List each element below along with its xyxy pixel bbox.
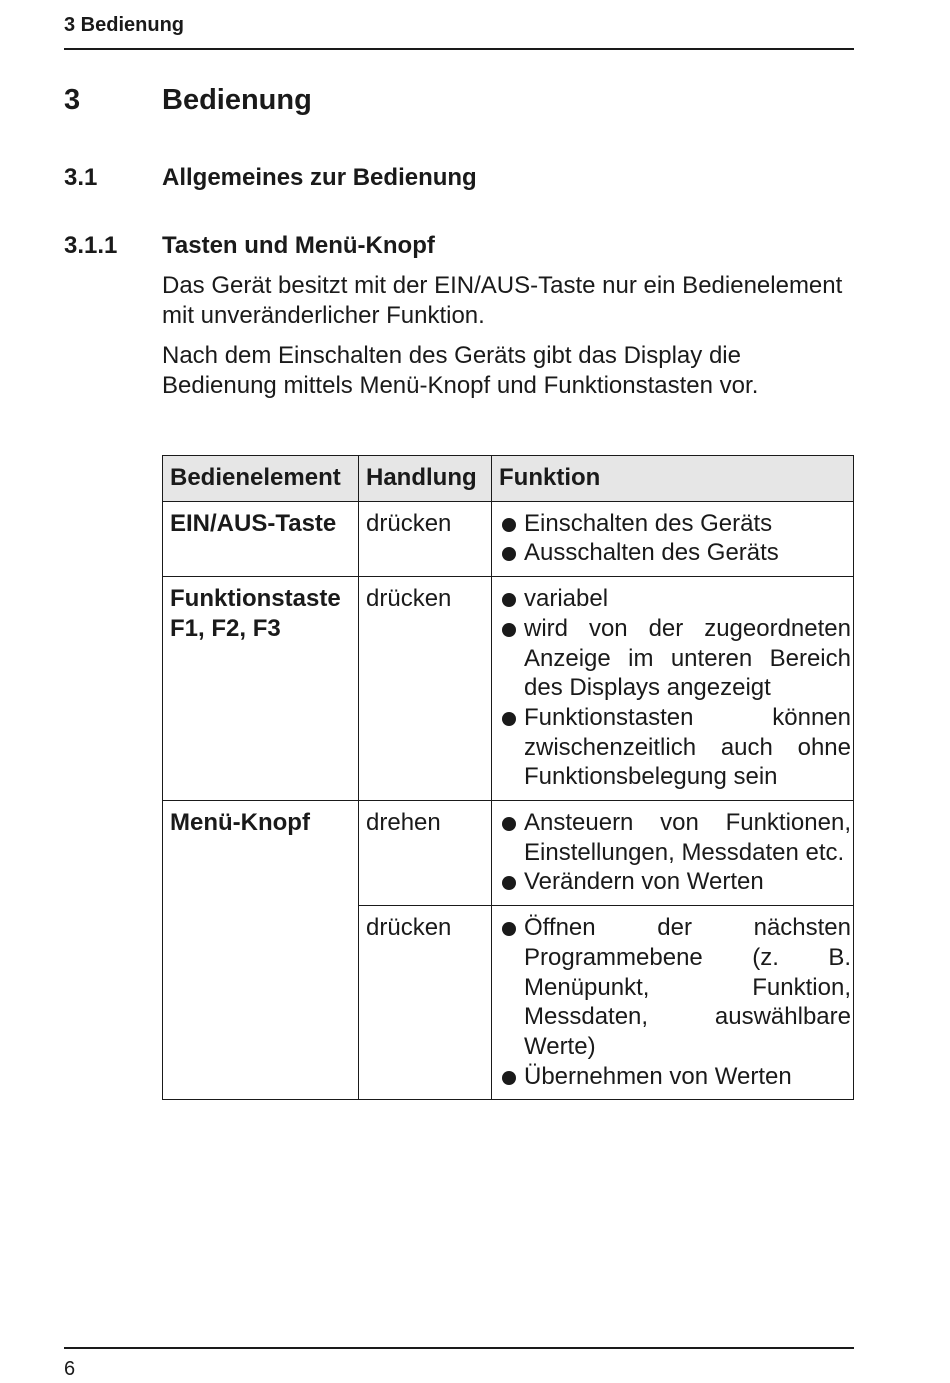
chapter-number: 3 — [64, 84, 81, 116]
table-header-row — [163, 456, 854, 502]
list-item: Ausschalten des Geräts — [499, 538, 853, 568]
function-cell — [492, 501, 854, 576]
section-number: 3.1 — [64, 164, 98, 191]
function-cell — [492, 577, 854, 801]
element-cell: Funktionstaste F1, F2, F3 — [163, 577, 359, 801]
list-item: Verändern von Werten — [499, 867, 853, 897]
list-item: variabel — [499, 584, 853, 614]
chapter-title: Bedienung — [162, 84, 312, 116]
intro-paragraph-1: Das Gerät besitzt mit der EIN/AUS-Taste nur ein Bedienelement mit unveränderlicher Funktion. — [162, 272, 843, 329]
column-header-function: Funktion — [492, 456, 854, 502]
column-header-element: Bedienelement — [163, 456, 359, 502]
table-row — [163, 501, 854, 576]
action-cell: drücken — [359, 906, 492, 1100]
subsection-number: 3.1.1 — [64, 232, 118, 259]
action-cell: drehen — [359, 801, 492, 906]
element-cell: Menü-Knopf — [163, 801, 359, 1100]
column-header-action: Handlung — [359, 456, 492, 502]
table-row — [163, 801, 854, 906]
subsection-title: Tasten und Menü-Knopf — [162, 232, 435, 259]
table-row — [163, 577, 854, 801]
action-cell: drücken — [359, 501, 492, 576]
list-item: Einschalten des Geräts — [499, 509, 853, 539]
function-cell — [492, 801, 854, 906]
page-number: 6 — [64, 1358, 76, 1380]
list-item: Übernehmen von Werten — [499, 1062, 853, 1092]
list-item: Öffnen der nächsten Programmebene (z. B. Menüpunkt, Funktion, Messdaten, auswählbare Werte) — [499, 913, 853, 1062]
list-item: Funktionstasten können zwischenzeitlich auch ohne Funktionsbelegung sein — [499, 703, 853, 792]
list-item: wird von der zugeordneten Anzeige im unteren Bereich des Displays angezeigt — [499, 614, 853, 703]
function-cell — [492, 906, 854, 1100]
footer-rule — [64, 1347, 854, 1349]
header-rule — [64, 48, 854, 50]
list-item: Ansteuern von Funktionen, Einstellungen, Messdaten etc. — [499, 808, 853, 867]
action-cell: drücken — [359, 577, 492, 801]
element-cell: EIN/AUS-Taste — [163, 501, 359, 576]
running-header: 3 Bedienung — [64, 14, 185, 36]
intro-paragraph-2: Nach dem Einschalten des Geräts gibt das Display die Bedienung mittels Menü-Knopf und Funktionstasten vor. — [162, 342, 759, 399]
controls-table — [162, 455, 854, 1100]
section-title: Allgemeines zur Bedienung — [162, 164, 477, 191]
